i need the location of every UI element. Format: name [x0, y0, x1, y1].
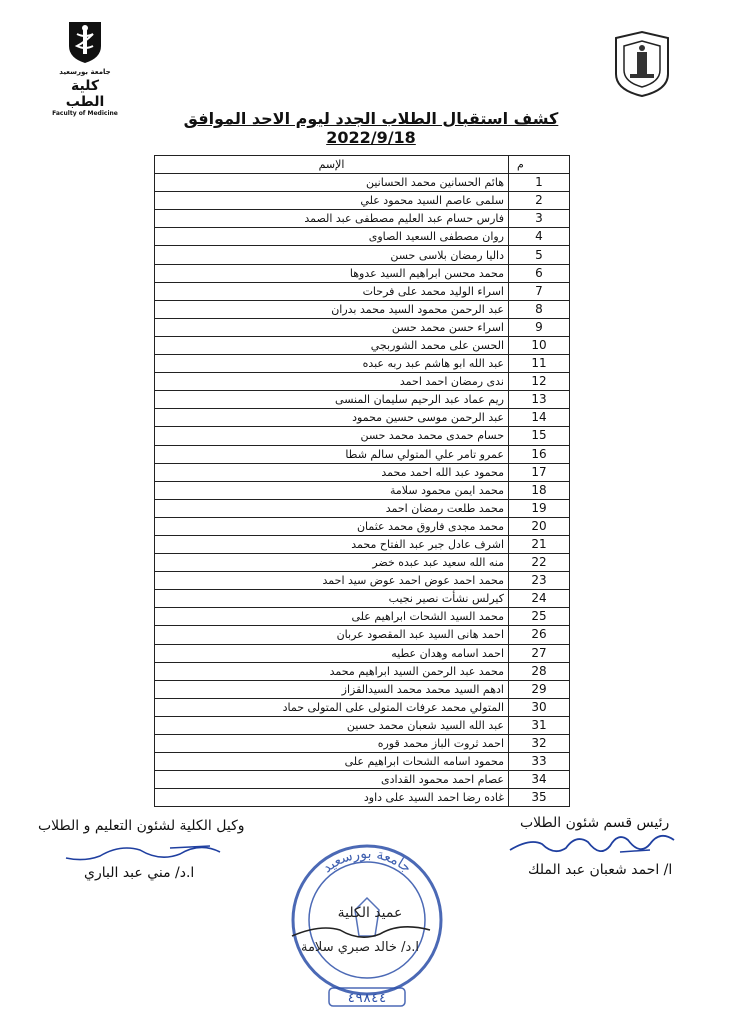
table-row	[155, 409, 570, 427]
table-row	[155, 716, 570, 734]
table-row	[155, 535, 570, 553]
row-number: 25	[509, 608, 570, 626]
row-number: 23	[509, 572, 570, 590]
row-number: 9	[509, 318, 570, 336]
table-body	[155, 174, 570, 807]
left-signature-icon	[60, 838, 230, 868]
university-name-small: جامعة بورسعيد	[59, 68, 111, 76]
student-name: فارس حسام عبد العليم مصطفى عبد الصمد	[155, 210, 509, 228]
table-row	[155, 228, 570, 246]
row-number: 26	[509, 626, 570, 644]
row-number: 8	[509, 300, 570, 318]
row-number: 12	[509, 373, 570, 391]
table-row	[155, 445, 570, 463]
row-number: 33	[509, 753, 570, 771]
student-name: سلمى عاصم السيد محمود علي	[155, 192, 509, 210]
student-name: محمد مجدى فاروق محمد عثمان	[155, 517, 509, 535]
vice-dean-title: وكيل الكلية لشئون التعليم و الطلاب	[38, 818, 245, 834]
table-row	[155, 590, 570, 608]
row-number: 15	[509, 427, 570, 445]
student-name: روان مصطفى السعيد الصاوى	[155, 228, 509, 246]
table-row	[155, 264, 570, 282]
student-affairs-head-name: ا/ احمد شعبان عبد الملك	[528, 862, 673, 878]
table-row	[155, 282, 570, 300]
faculty-name-en: Faculty of Medicine	[52, 110, 118, 117]
row-number: 16	[509, 445, 570, 463]
faculty-emblem-icon	[65, 20, 105, 64]
table-row	[155, 771, 570, 789]
student-name: محمود اسامه الشحات ابراهيم على	[155, 753, 509, 771]
row-number: 28	[509, 662, 570, 680]
column-header-number: م	[509, 156, 570, 174]
student-name: محمد طلعت رمضان احمد	[155, 499, 509, 517]
table-row	[155, 735, 570, 753]
student-name: محمد احمد عوض احمد عوض سيد احمد	[155, 572, 509, 590]
student-name: عبد الله السيد شعبان محمد حسين	[155, 716, 509, 734]
row-number: 18	[509, 481, 570, 499]
student-name: غاده رضا احمد السيد على داود	[155, 789, 509, 807]
student-name: احمد اسامه وهدان عطيه	[155, 644, 509, 662]
student-name: ندى رمضان احمد احمد	[155, 373, 509, 391]
row-number: 17	[509, 463, 570, 481]
student-name: احمد ثروت الباز محمد قوره	[155, 735, 509, 753]
table-row	[155, 300, 570, 318]
table-row	[155, 246, 570, 264]
faculty-name-ar: كلية الطب	[65, 78, 105, 110]
row-number: 13	[509, 391, 570, 409]
row-number: 19	[509, 499, 570, 517]
student-name: اسراء الوليد محمد على فرحات	[155, 282, 509, 300]
row-number: 31	[509, 716, 570, 734]
student-name: اشرف عادل جبر عبد الفتاح محمد	[155, 535, 509, 553]
student-name: عبد الرحمن موسى حسين محمود	[155, 409, 509, 427]
row-number: 2	[509, 192, 570, 210]
stamp-text: جامعة بورسعيد	[319, 845, 415, 877]
student-name: محمد ايمن محمود سلامة	[155, 481, 509, 499]
dean-name: ا.د/ خالد صبري سلامة	[301, 940, 419, 955]
row-number: 10	[509, 336, 570, 354]
row-number: 21	[509, 535, 570, 553]
table-row	[155, 481, 570, 499]
column-header-name: الإسم	[155, 156, 509, 174]
student-name: محمد عبد الرحمن السيد ابراهيم محمد	[155, 662, 509, 680]
faculty-logo	[52, 20, 118, 117]
student-name: هائم الحسانين محمد الحسانين	[155, 174, 509, 192]
student-name: حسام حمدى محمد محمد حسن	[155, 427, 509, 445]
student-name: عصام احمد محمود القدادى	[155, 771, 509, 789]
table-row	[155, 608, 570, 626]
table-row	[155, 517, 570, 535]
row-number: 1	[509, 174, 570, 192]
table-row	[155, 192, 570, 210]
table-row	[155, 318, 570, 336]
table-row	[155, 391, 570, 409]
student-name: منه الله سعيد عبد عبده خضر	[155, 554, 509, 572]
row-number: 3	[509, 210, 570, 228]
row-number: 6	[509, 264, 570, 282]
table-row	[155, 174, 570, 192]
row-number: 4	[509, 228, 570, 246]
table-row	[155, 753, 570, 771]
table-row	[155, 789, 570, 807]
table-row	[155, 698, 570, 716]
student-name: داليا رمضان بلاسى حسن	[155, 246, 509, 264]
table-row	[155, 336, 570, 354]
right-signature-icon	[500, 828, 680, 862]
row-number: 14	[509, 409, 570, 427]
student-name: المتولي محمد عرفات المتولى على المتولى حماد	[155, 698, 509, 716]
row-number: 35	[509, 789, 570, 807]
university-logo	[610, 30, 674, 98]
row-number: 29	[509, 680, 570, 698]
table-row	[155, 644, 570, 662]
student-name: محمود عبد الله احمد محمد	[155, 463, 509, 481]
student-name: الحسن على محمد الشوربجي	[155, 336, 509, 354]
dean-title: عميد الكلية	[337, 905, 403, 921]
table-row	[155, 373, 570, 391]
row-number: 20	[509, 517, 570, 535]
table-row	[155, 499, 570, 517]
row-number: 5	[509, 246, 570, 264]
student-name: ادهم السيد محمد محمد السيدالقزاز	[155, 680, 509, 698]
student-affairs-head-title: رئيس قسم شئون الطلاب	[520, 815, 670, 831]
stamp-number: ٤٩٨٤٤	[347, 991, 387, 1006]
table-row	[155, 680, 570, 698]
row-number: 27	[509, 644, 570, 662]
page-title: كشف استقبال الطلاب الجدد ليوم الاحد الموافق 2022/9/18	[183, 109, 559, 147]
row-number: 22	[509, 554, 570, 572]
student-name: ريم عماد عبد الرحيم سليمان المنسى	[155, 391, 509, 409]
table-row	[155, 554, 570, 572]
table-row	[155, 210, 570, 228]
row-number: 24	[509, 590, 570, 608]
university-emblem-icon	[610, 30, 674, 98]
row-number: 11	[509, 355, 570, 373]
table-row	[155, 572, 570, 590]
table-header-row	[155, 156, 570, 174]
student-name: احمد هانى السيد عبد المقصود عربان	[155, 626, 509, 644]
vice-dean-name: ا.د/ مني عبد الباري	[84, 865, 195, 881]
student-name: عبد الله ابو هاشم عبد ربه عبده	[155, 355, 509, 373]
student-name: محمد السيد الشحات ابراهيم على	[155, 608, 509, 626]
table-row	[155, 662, 570, 680]
table-row	[155, 427, 570, 445]
row-number: 7	[509, 282, 570, 300]
table-row	[155, 626, 570, 644]
student-name: كيرلس نشأت نصير نجيب	[155, 590, 509, 608]
table-row	[155, 355, 570, 373]
student-name: عمرو تامر علي المتولي سالم شطا	[155, 445, 509, 463]
student-name: عبد الرحمن محمود السيد محمد بدران	[155, 300, 509, 318]
row-number: 32	[509, 735, 570, 753]
student-name: محمد محسن ابراهيم السيد عدوها	[155, 264, 509, 282]
students-table	[154, 155, 570, 807]
student-name: اسراء حسن محمد حسن	[155, 318, 509, 336]
table-row	[155, 463, 570, 481]
row-number: 30	[509, 698, 570, 716]
row-number: 34	[509, 771, 570, 789]
